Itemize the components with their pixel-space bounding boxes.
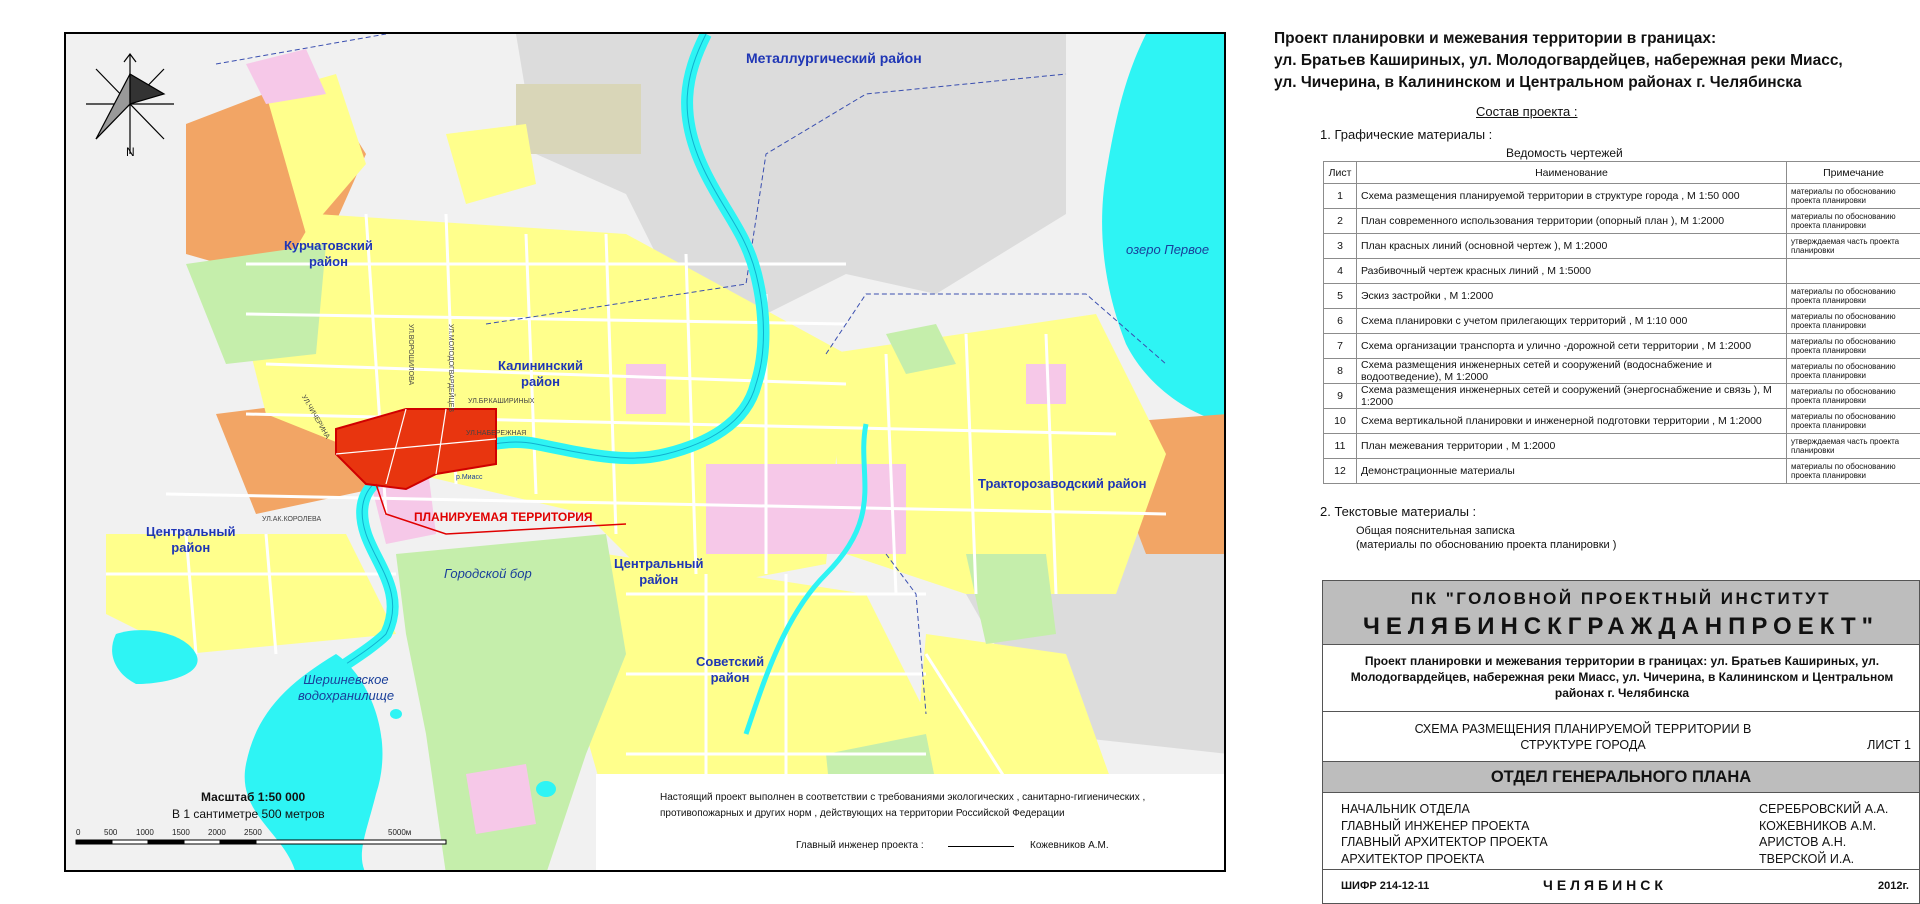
col-header: Лист	[1324, 162, 1357, 184]
project-title	[1274, 28, 1914, 94]
scheme-title: СХЕМА РАЗМЕЩЕНИЯ ПЛАНИРУЕМОЙ ТЕРРИТОРИИ В СТРУКТУРЕ ГОРОДА	[1414, 722, 1752, 752]
graphic-section: 1. Графические материалы :	[1320, 127, 1493, 142]
scale-tick: 2500	[244, 828, 262, 837]
table-row	[1324, 434, 1920, 459]
sheet-name: Эскиз застройки , М 1:2000	[1357, 284, 1787, 309]
sheet-name: План красных линий (основной чертеж ), М 1:2000	[1357, 234, 1787, 259]
scale-tick: 0	[76, 828, 81, 837]
table-row	[1324, 259, 1920, 284]
project-title-line: ул. Братьев Кашириных, ул. Молодогвардейцев, набережная реки Миасс,	[1274, 52, 1843, 69]
name-item: КОЖЕВНИКОВ А.М.	[1759, 818, 1877, 833]
sheet-number: 5	[1324, 284, 1357, 309]
lake-first-label: озеро Первое	[1126, 242, 1210, 257]
role-item: АРХИТЕКТОР ПРОЕКТА	[1341, 851, 1485, 866]
sheet-note: материалы по обоснованию проекта планировки	[1787, 359, 1920, 384]
street-voroshilov: УЛ.ВОРОШИЛОВА	[407, 324, 414, 386]
table-row	[1324, 184, 1920, 209]
sheet-name: Разбивочный чертеж красных линий , М 1:5000	[1357, 259, 1787, 284]
role-item: ГЛАВНЫЙ ИНЖЕНЕР ПРОЕКТА	[1341, 818, 1530, 833]
sheet-name: Схема размещения инженерных сетей и сооружений (энергоснабжение и связь ), М 1:2000	[1357, 384, 1787, 409]
sheet-name: Схема организации транспорта и улично -дорожной сети территории , М 1:2000	[1357, 334, 1787, 359]
table-row	[1324, 409, 1920, 434]
signature-line	[948, 846, 1014, 847]
signature-name: Кожевников А.М.	[1030, 840, 1109, 851]
stamp-description: Проект планировки и межевания территории в границах: ул. Братьев Кашириных, ул. Молодогвардейцев, набережная реки Миасс, ул. Чичерина, в Калининском и Центральном районах г. Челябинска	[1350, 654, 1894, 700]
table-header-row	[1324, 162, 1920, 184]
sheet-note: материалы по обоснованию проекта планировки	[1787, 459, 1920, 484]
role-item: ГЛАВНЫЙ АРХИТЕКТОР ПРОЕКТА	[1341, 835, 1548, 849]
project-title-line: ул. Чичерина, в Калининском и Центральном районах г. Челябинска	[1274, 74, 1802, 91]
org-name-line1: ПК "ГОЛОВНОЙ ПРОЕКТНЫЙ ИНСТИТУТ	[1410, 589, 1832, 608]
role-item: НАЧАЛЬНИК ОТДЕЛА	[1341, 802, 1470, 816]
forest-label: Городской бор	[444, 566, 532, 581]
scale-title: Масштаб 1:50 000	[201, 790, 306, 804]
sheet-name: Схема размещения планируемой территории в структуре города , М 1:50 000	[1357, 184, 1787, 209]
text-item: Общая пояснительная записка	[1356, 525, 1515, 537]
roles-list	[1341, 801, 1548, 867]
sheet-note: материалы по обоснованию проекта планировки	[1787, 209, 1920, 234]
title-panel	[1270, 0, 1920, 904]
sheet-number: 7	[1324, 334, 1357, 359]
table-row	[1324, 334, 1920, 359]
project-code: ШИФР 214-12-11	[1341, 880, 1430, 892]
names-list	[1759, 801, 1888, 867]
name-item: СЕРЕБРОВСКИЙ А.А.	[1759, 802, 1889, 816]
text-section: 2. Текстовые материалы :	[1320, 504, 1477, 519]
district-traktor: Тракторозаводский район	[978, 476, 1147, 491]
district-central-left: Центральный район	[146, 524, 236, 555]
scale-tick: 1000	[136, 828, 154, 837]
street-molodogv: УЛ.МОЛОДОГВАРДЕЙЦЕВ	[447, 324, 454, 413]
sheet-note: материалы по обоснованию проекта планировки	[1787, 309, 1920, 334]
scale-tick: 2000	[208, 828, 226, 837]
sheet-number: 2	[1324, 209, 1357, 234]
table-row	[1324, 234, 1920, 259]
composition-label: Состав проекта :	[1476, 104, 1578, 119]
table-caption: Ведомость чертежей	[1506, 146, 1623, 160]
quarry-area	[516, 84, 641, 154]
signature-role: Главный инженер проекта :	[796, 840, 924, 851]
table-row	[1324, 209, 1920, 234]
sheet-number-label: ЛИСТ 1	[1867, 738, 1911, 752]
city-map	[64, 32, 1226, 872]
sheet-note: утверждаемая часть проекта планировки	[1787, 234, 1920, 259]
district-kurchatov: Курчатовский район	[284, 238, 373, 269]
table-row	[1324, 309, 1920, 334]
sheet-number: 9	[1324, 384, 1357, 409]
street-korolev: УЛ.АК.КОРОЛЕВА	[262, 516, 322, 523]
sheet-note: материалы по обоснованию проекта планировки	[1787, 334, 1920, 359]
sheet-name: План межевания территории , М 1:2000	[1357, 434, 1787, 459]
scale-tick: 1500	[172, 828, 190, 837]
sheet-name: Схема размещения инженерных сетей и сооружений (водоснабжение и водоотведение), М 1:2000	[1357, 359, 1787, 384]
sheet-number: 1	[1324, 184, 1357, 209]
table-row	[1324, 359, 1920, 384]
table-row	[1324, 384, 1920, 409]
district-kalinin: Калининский район	[498, 358, 583, 389]
river-miass-label: р.Миасс	[456, 474, 483, 481]
sheet-name: Демонстрационные материалы	[1357, 459, 1787, 484]
scale-legend	[76, 790, 496, 870]
stamp-header	[1323, 581, 1919, 645]
text-item: (материалы по обоснованию проекта планировки )	[1356, 539, 1617, 551]
name-item: ТВЕРСКОЙ И.А.	[1759, 851, 1855, 866]
sheet-number: 8	[1324, 359, 1357, 384]
project-year: 2012г.	[1877, 880, 1909, 892]
sheet-name: Схема вертикальной планировки и инженерной подготовки территории , М 1:2000	[1357, 409, 1787, 434]
sheet-number: 4	[1324, 259, 1357, 284]
planned-territory-label: ПЛАНИРУЕМАЯ ТЕРРИТОРИЯ	[414, 510, 593, 524]
sheet-note: материалы по обоснованию проекта планировки	[1787, 184, 1920, 209]
sheet-number: 11	[1324, 434, 1357, 459]
text-items	[1356, 524, 1616, 552]
district-central-mid: Центральный район	[614, 556, 704, 587]
sheet-note: материалы по обоснованию проекта планировки	[1787, 409, 1920, 434]
map-canvas	[66, 34, 1226, 872]
sheet-note: материалы по обоснованию проекта планировки	[1787, 384, 1920, 409]
city-name: ЧЕЛЯБИНСК	[1543, 877, 1667, 893]
divider	[1323, 869, 1919, 870]
scale-tick: 500	[104, 828, 118, 837]
sheet-number: 3	[1324, 234, 1357, 259]
compliance-note: Настоящий проект выполнен в соответствии с требованиями экологических , санитарно-гигиенических , противопожарных и других норм , действующих на территории Российской Федерации	[660, 792, 1146, 819]
table-row	[1324, 459, 1920, 484]
org-name-line2: ЧЕЛЯБИНСКГРАЖДАНПРОЕКТ"	[1363, 613, 1879, 640]
street-chicherin: УЛ.ЧИЧЕРИНА	[299, 394, 331, 441]
sheet-note: утверждаемая часть проекта планировки	[1787, 434, 1920, 459]
street-kashirin: УЛ.БР.КАШИРИНЫХ	[468, 398, 535, 405]
sheet-number: 12	[1324, 459, 1357, 484]
sheet-name: Схема планировки с учетом прилегающих территорий , М 1:10 000	[1357, 309, 1787, 334]
scale-subtitle: В 1 сантиметре 500 метров	[172, 807, 325, 821]
department-title: ОТДЕЛ ГЕНЕРАЛЬНОГО ПЛАНА	[1323, 761, 1919, 793]
name-item: АРИСТОВ А.Н.	[1759, 835, 1847, 849]
project-title-line: Проект планировки и межевания территории в границах:	[1274, 30, 1717, 47]
sheet-number: 10	[1324, 409, 1357, 434]
sheet-name: План современного использования территории (опорный план ), М 1:2000	[1357, 209, 1787, 234]
divider	[1323, 711, 1919, 712]
note-panel	[596, 774, 1226, 872]
col-header: Примечание	[1787, 162, 1920, 184]
scale-tick: 5000м	[388, 828, 412, 837]
table-row	[1324, 284, 1920, 309]
district-metallurgical: Металлургический район	[746, 50, 922, 66]
col-header: Наименование	[1357, 162, 1787, 184]
street-embankment: УЛ.НАБЕРЕЖНАЯ	[466, 430, 527, 437]
sheet-note: материалы по обоснованию проекта планировки	[1787, 284, 1920, 309]
sheet-number: 6	[1324, 309, 1357, 334]
drawings-table	[1323, 161, 1920, 484]
title-block-stamp	[1322, 580, 1920, 904]
reservoir-label: Шершневское водохранилище	[298, 672, 395, 703]
north-letter: N	[126, 145, 135, 159]
district-sovetsky: Советский район	[696, 654, 765, 685]
sheet-note	[1787, 259, 1920, 284]
